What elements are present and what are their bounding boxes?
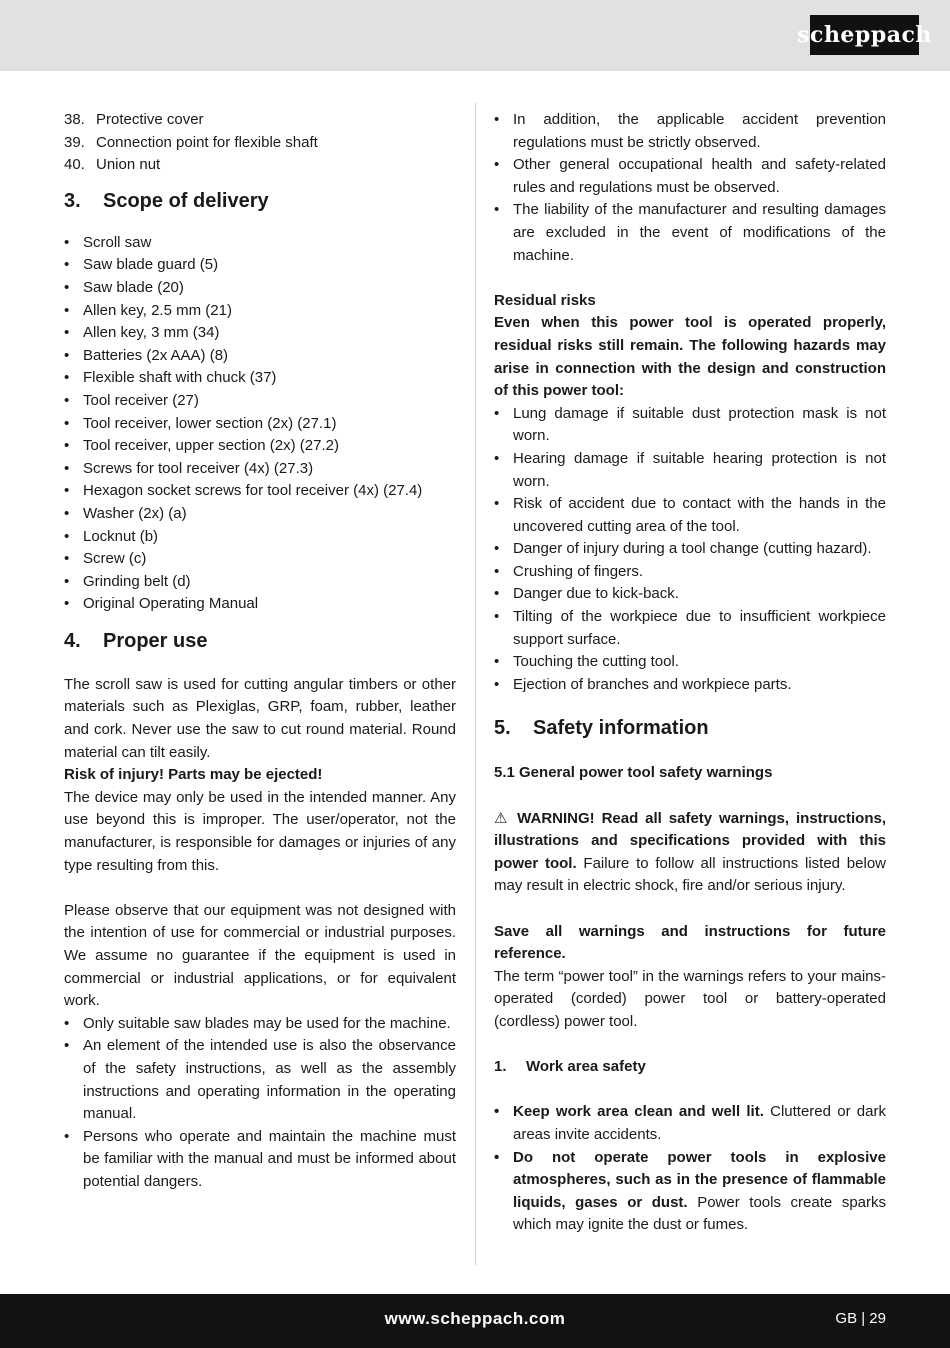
list-item: • In addition, the applicable accident prevention regulations must be strictly observed. xyxy=(494,109,886,154)
scope-list xyxy=(64,232,456,616)
list-item: • Locknut (b) xyxy=(64,526,456,549)
list-item: 40. Union nut xyxy=(64,156,161,174)
list-item: • Flexible shaft with chuck (37) xyxy=(64,367,456,390)
column-divider xyxy=(475,103,476,1265)
footer-bar xyxy=(0,1294,950,1348)
proper-use-paragraph: The scroll saw is used for cutting angular timbers or other materials such as Plexiglas, GRP, foam, rubber, leather and cork. Never use the saw to cut round material. Round material can tilt easily. xyxy=(64,675,456,761)
list-item: • Crushing of fingers. xyxy=(494,561,886,584)
list-item: • The liability of the manufacturer and resulting damages are excluded in the event of modifications of the machine. xyxy=(494,199,886,267)
list-item: • Only suitable saw blades may be used for the machine. xyxy=(64,1013,456,1036)
list-item: • Screw (c) xyxy=(64,548,456,571)
list-item: • Touching the cutting tool. xyxy=(494,651,886,674)
list-item: • Batteries (2x AAA) (8) xyxy=(64,345,456,368)
commercial-use-paragraph: Please observe that our equipment was not designed with the intention of use for commercial or industrial purposes. We assume no guarantee if the equipment is used in commercial or industrial applications, or for equivalent work. xyxy=(64,901,456,1010)
page-number: GB | 29 xyxy=(835,1310,886,1327)
list-item: • Allen key, 3 mm (34) xyxy=(64,322,456,345)
list-item: • Do not operate power tools in explosive atmospheres, such as in the presence of flammable liquids, gases or dust. Power tools create sparks which may ignite the dust or fumes. xyxy=(494,1147,886,1237)
list-item: • Keep work area clean and well lit. Cluttered or dark areas invite accidents. xyxy=(494,1101,886,1146)
list-item: • Ejection of branches and workpiece parts. xyxy=(494,674,886,697)
power-tool-definition: The term “power tool” in the warnings refers to your mains-operated (corded) power tool or battery-operated (cordless) power tool. xyxy=(494,967,886,1030)
list-item: • Other general occupational health and safety-related rules and regulations must be observed. xyxy=(494,154,886,199)
list-item: • Hearing damage if suitable hearing protection is not worn. xyxy=(494,448,886,493)
list-item: • Danger due to kick-back. xyxy=(494,583,886,606)
list-item: • Lung damage if suitable dust protection mask is not worn. xyxy=(494,403,886,448)
list-item: • An element of the intended use is also the observance of the safety instructions, as well as the assembly instructions and operating information in the operating manual. xyxy=(64,1035,456,1125)
brand-logo xyxy=(797,15,932,55)
website-url: www.scheppach.com xyxy=(384,1309,566,1328)
work-area-list xyxy=(494,1101,886,1237)
list-item: • Hexagon socket screws for tool receiver (4x) (27.4) xyxy=(64,480,456,503)
save-instructions: Save all warnings and instructions for future reference. xyxy=(494,922,886,963)
regulations-list xyxy=(494,109,886,267)
list-item: • Original Operating Manual xyxy=(64,593,456,616)
warning-icon: ⚠ xyxy=(494,809,511,827)
section-heading-safety: 5. Safety information xyxy=(494,717,709,740)
list-item: • Danger of injury during a tool change (cutting hazard). xyxy=(494,538,886,561)
list-item: • Tilting of the workpiece due to insufficient workpiece support surface. xyxy=(494,606,886,651)
list-item: • Saw blade guard (5) xyxy=(64,254,456,277)
parts-list xyxy=(64,109,456,177)
list-item: • Saw blade (20) xyxy=(64,277,456,300)
list-item: • Washer (2x) (a) xyxy=(64,503,456,526)
list-item: • Tool receiver, lower section (2x) (27.1) xyxy=(64,413,456,436)
left-column xyxy=(64,109,456,1194)
residual-risks-list xyxy=(494,403,886,697)
risk-warning: Risk of injury! Parts may be ejected! xyxy=(64,766,323,784)
list-item: 39. Connection point for flexible shaft xyxy=(64,133,318,151)
subsection-heading: 5.1 General power tool safety warnings xyxy=(494,764,773,782)
work-area-heading: 1. Work area safety xyxy=(494,1058,646,1076)
list-item: • Risk of accident due to contact with the hands in the uncovered cutting area of the tool. xyxy=(494,493,886,538)
responsibility-paragraph: The device may only be used in the intended manner. Any use beyond this is improper. The user/operator, not the manufacturer, is responsible for damages or injuries of any type resulting from this. xyxy=(64,788,456,874)
residual-risks-intro: Even when this power tool is operated properly, residual risks still remain. The following hazards may arise in connection with the design and construction of this power tool: xyxy=(494,314,886,400)
list-item: • Allen key, 2.5 mm (21) xyxy=(64,300,456,323)
list-item: • Tool receiver (27) xyxy=(64,390,456,413)
list-item: • Persons who operate and maintain the machine must be familiar with the manual and must be informed about potential dangers. xyxy=(64,1126,456,1194)
logo-text: scheppach xyxy=(797,21,932,48)
list-item: • Screws for tool receiver (4x) (27.3) xyxy=(64,458,456,481)
list-item: • Scroll saw xyxy=(64,232,456,255)
list-item: • Tool receiver, upper section (2x) (27.2) xyxy=(64,435,456,458)
list-item: • Grinding belt (d) xyxy=(64,571,456,594)
proper-use-list xyxy=(64,1013,456,1194)
list-item: 38. Protective cover xyxy=(64,111,204,128)
section-heading-scope: 3. Scope of delivery xyxy=(64,189,269,212)
warning-paragraph: ⚠ WARNING! Read all safety warnings, instructions, illustrations and specifications provided with this power tool. Failure to follow all instructions listed below may result in electric shock, fire and/or serious injury. xyxy=(494,809,887,895)
residual-risks-title: Residual risks xyxy=(494,291,596,309)
right-column xyxy=(494,109,886,1237)
section-heading-proper-use: 4. Proper use xyxy=(64,629,208,652)
